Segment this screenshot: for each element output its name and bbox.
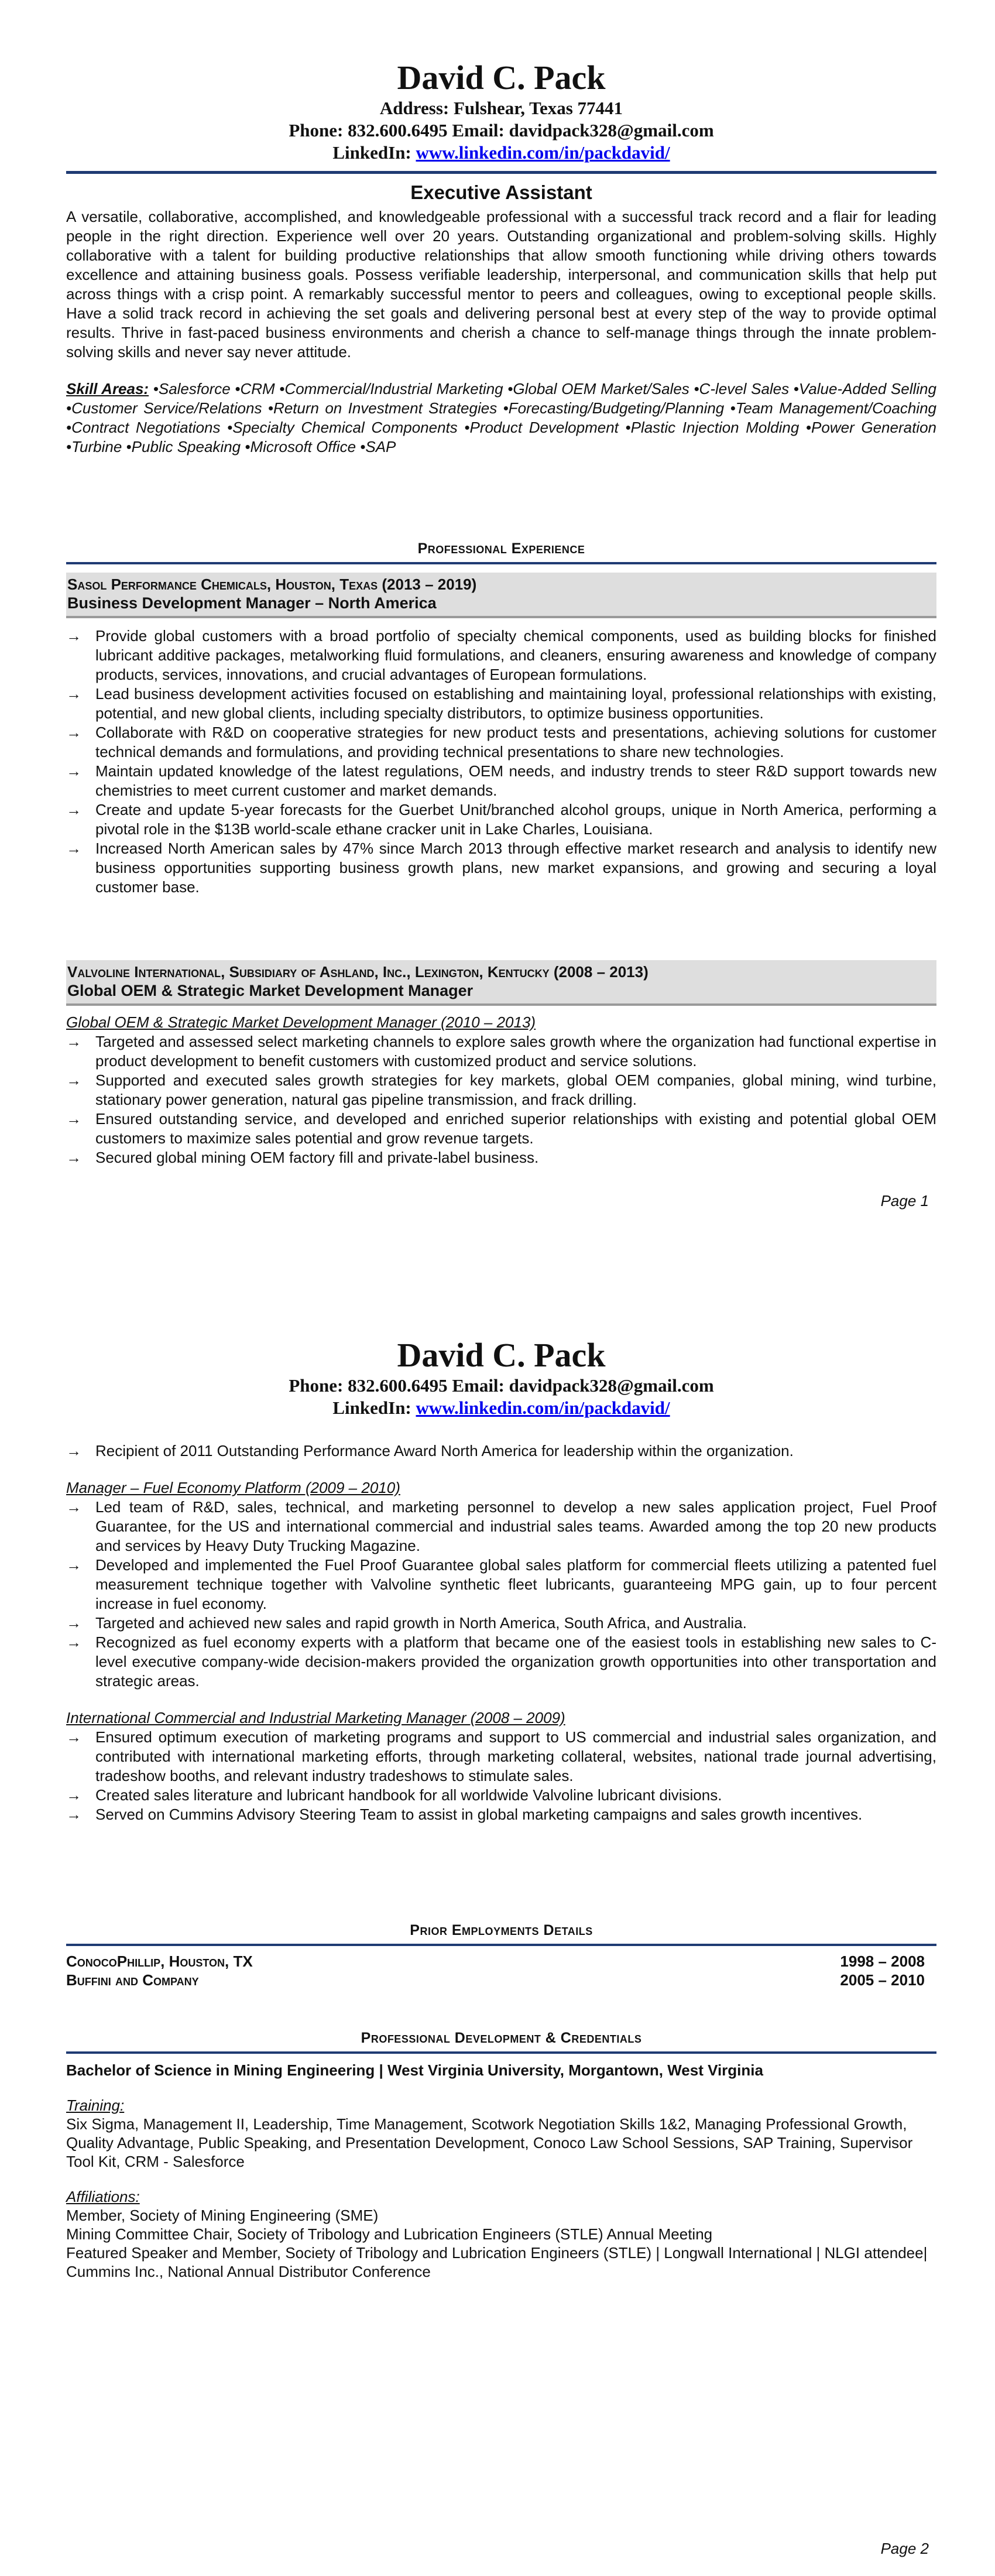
degree: Bachelor of Science in Mining Engineering | West Virginia University, Morgantown, West Virginia bbox=[66, 2061, 763, 2079]
job-header bbox=[66, 960, 936, 1006]
candidate-name: David C. Pack bbox=[397, 59, 606, 97]
linkedin-link[interactable]: www.linkedin.com/in/packdavid/ bbox=[416, 142, 670, 163]
arrow-icon: → bbox=[66, 762, 81, 780]
job-bullets bbox=[66, 626, 936, 897]
training-text: Six Sigma, Management II, Leadership, Time Management, Scotwork Negotiation Skills 1&2, Managing Professional Growth, Quality Advantage, Public Speaking, and Presentation Development, Conoco Law School Sessions, SAP Training, Supervisor Tool Kit, CRM - Salesforce bbox=[66, 2115, 913, 2170]
list-item: → Targeted and achieved new sales and rapid growth in North America, South Africa, and Australia. bbox=[66, 1614, 747, 1632]
list-item: → Create and update 5-year forecasts for the Guerbet Unit/branched alcohol groups, unique in North America, performing a pivotal role in the $13B world-scale ethane cracker unit in Lake Charles, Louisiana. bbox=[66, 801, 936, 838]
list-item: → Recipient of 2011 Outstanding Performance Award North America for leadership within the organization. bbox=[66, 1442, 794, 1460]
job-valvoline bbox=[66, 960, 936, 1167]
list-item: Member, Society of Mining Engineering (SME) bbox=[66, 2207, 379, 2224]
experience-heading-block bbox=[66, 539, 936, 564]
list-item: → Secured global mining OEM factory fill and private-label business. bbox=[66, 1149, 539, 1166]
list-item: → Increased North American sales by 47% since March 2013 through effective market research and analysis to identify new business opportunities supporting business growth plans, new market expansions, and growing and securing a loyal customer base. bbox=[66, 840, 936, 896]
linkedin-label: LinkedIn: bbox=[332, 1397, 416, 1418]
phone-email-line: Phone: 832.600.6495 Email: davidpack328@gmail.com bbox=[289, 1375, 714, 1396]
arrow-icon: → bbox=[66, 840, 81, 857]
experience-heading: Professional Experience bbox=[417, 540, 585, 557]
page-2 bbox=[0, 1288, 995, 2576]
linkedin-label: LinkedIn: bbox=[332, 142, 416, 163]
arrow-icon: → bbox=[66, 1110, 81, 1128]
list-item: → Lead business development activities focused on establishing and maintaining loyal, professional relationships with existing, potential, and new global clients, including specialty distributors, to optimize business opportunities. bbox=[66, 685, 936, 722]
list-item: → Developed and implemented the Fuel Proof Guarantee global sales platform for commercial fleets utilizing a patented fuel measurement technique together with Valvoline synthetic fleet lubricants, guaranteeing MPG gain, up to four percent increase in fuel economy. bbox=[66, 1556, 936, 1612]
list-item: → Led team of R&D, sales, technical, and marketing personnel to develop a new sales application project, Fuel Proof Guarantee, for the US and international commercial and industrial sales teams. Awarded among the top 20 new products and services by Heavy Duty Trucking Magazine. bbox=[66, 1498, 936, 1554]
list-item: → Maintain updated knowledge of the latest regulations, OEM needs, and industry trends to steer R&D support towards new chemistries to meet current customer and market demands. bbox=[66, 762, 936, 799]
job-header bbox=[66, 573, 936, 618]
page-number: Page 1 bbox=[880, 1192, 929, 1210]
list-item: → Supported and executed sales growth strategies for key markets, global OEM companies, global mining, wind turbine, stationary power generation, natural gas pipeline transmission, and frack drilling. bbox=[66, 1071, 936, 1108]
prior-company: Buffini and Company bbox=[66, 1971, 199, 1989]
development-section bbox=[66, 2028, 936, 2281]
job-title: Business Development Manager – North America bbox=[67, 594, 437, 612]
list-item: → Collaborate with R&D on cooperative strategies for new product tests and presentations, achieving solutions for customer technical demands and formulations, and providing technical presentations to share new technologies. bbox=[66, 724, 936, 761]
arrow-icon: → bbox=[66, 724, 81, 741]
arrow-icon: → bbox=[66, 1149, 81, 1166]
prior-divider bbox=[66, 1944, 936, 1946]
arrow-icon: → bbox=[66, 1806, 81, 1823]
summary-text: A versatile, collaborative, accomplished, and knowledgeable professional with a successful track record and a flair for leading people in the right direction. Experience well over 20 years. Outstanding organizational and problem-solving skills. Highly collaborative with a talent for building productive relationships that allow smooth functioning while driving others towards excellence and attaining business goals. Possess verifiable leadership, interpersonal, and communication skills that help put across things with a crisp point. A remarkably successful mentor to peers and colleagues, owing to exceptional people skills. Have a solid track record in achieving the set goals and delivering personal best at every step of the way to provide optimal results. Thrive in fast-paced business environments and cherish a chance to self-manage things through the innate problem-solving skills and never say never attitude. bbox=[66, 208, 936, 361]
candidate-name: David C. Pack bbox=[397, 1336, 606, 1374]
prior-company: ConocoPhillip, Houston, TX bbox=[66, 1952, 253, 1970]
arrow-icon: → bbox=[66, 1033, 81, 1050]
arrow-icon: → bbox=[66, 1728, 81, 1746]
skill-areas-list: •Salesforce •CRM •Commercial/Industrial Marketing •Global OEM Market/Sales •C-level Sales •Value-Added Selling •Customer Service/Relations •Return on Investment Strategies •Forecasting/Budgeting/Planning •Team Management/Coaching •Contract Negotiations •Specialty Chemical Components •Product Development •Plastic Injection Molding •Power Generation •Turbine •Public Speaking •Microsoft Office •SAP bbox=[66, 380, 936, 455]
job-sasol bbox=[66, 573, 936, 897]
arrow-icon: → bbox=[66, 1614, 81, 1632]
sub-role-title: Manager – Fuel Economy Platform (2009 – 2010) bbox=[66, 1479, 400, 1496]
list-item: → Provide global customers with a broad portfolio of specialty chemical components, used as building blocks for finished lubricant additive packages, metalworking fluid formulations, and cleaners, ensuring awareness and knowledge of company products, services, innovations, and crucial advantages of European formulations. bbox=[66, 627, 936, 683]
arrow-icon: → bbox=[66, 1633, 81, 1651]
list-item: → Created sales literature and lubricant handbook for all worldwide Valvoline lubricant divisions. bbox=[66, 1786, 722, 1804]
job-valvoline-continued bbox=[66, 1441, 936, 1824]
job-bullets bbox=[66, 1441, 936, 1461]
prior-employment-section bbox=[66, 1920, 936, 1989]
table-row bbox=[66, 1952, 936, 1971]
arrow-icon: → bbox=[66, 1498, 81, 1516]
page-number: Page 2 bbox=[880, 2540, 929, 2557]
skill-areas bbox=[66, 379, 936, 457]
arrow-icon: → bbox=[66, 685, 81, 703]
table-row bbox=[66, 1971, 936, 1989]
development-heading: Professional Development & Credentials bbox=[361, 2030, 642, 2046]
resume-header-repeat bbox=[66, 1336, 936, 1419]
experience-divider bbox=[66, 562, 936, 564]
list-item: → Ensured outstanding service, and developed and enriched superior relationships with existing and potential global OEM customers to maximize sales potential and grow revenue targets. bbox=[66, 1110, 936, 1147]
job-bullets bbox=[66, 1728, 936, 1824]
job-bullets bbox=[66, 1498, 936, 1691]
sub-role-title: International Commercial and Industrial Marketing Manager (2008 – 2009) bbox=[66, 1709, 565, 1727]
job-company: Valvoline International, Subsidiary of Ashland, Inc., Lexington, Kentucky (2008 – 2013) bbox=[67, 963, 649, 981]
list-item: → Ensured optimum execution of marketing programs and support to US commercial and industrial sales organization, and contributed with international marketing efforts, through marketing collateral, websites, national trade journal advertising, tradeshow booths, and relevant industry tradeshows to stimulate sales. bbox=[66, 1728, 936, 1784]
arrow-icon: → bbox=[66, 1442, 81, 1460]
list-item: → Targeted and assessed select marketing channels to explore sales growth where the organization had functional expertise in product development to benefit customers with customized product and service solutions. bbox=[66, 1033, 936, 1070]
prior-heading: Prior Employments Details bbox=[410, 1922, 593, 1938]
summary-section bbox=[66, 180, 936, 457]
linkedin-line bbox=[66, 142, 936, 164]
summary-title: Executive Assistant bbox=[410, 181, 592, 203]
resume-header bbox=[66, 59, 936, 164]
arrow-icon: → bbox=[66, 1071, 81, 1089]
job-bullets bbox=[66, 1032, 936, 1167]
linkedin-line bbox=[66, 1397, 936, 1419]
arrow-icon: → bbox=[66, 627, 81, 645]
prior-years: 2005 – 2010 bbox=[840, 1971, 925, 1989]
list-item: Mining Committee Chair, Society of Tribology and Lubrication Engineers (STLE) Annual Meeting bbox=[66, 2225, 713, 2243]
phone-email-line: Phone: 832.600.6495 Email: davidpack328@gmail.com bbox=[289, 120, 714, 141]
header-divider bbox=[66, 171, 936, 174]
affiliations-label: Affiliations: bbox=[66, 2188, 140, 2205]
address-line: Address: Fulshear, Texas 77441 bbox=[379, 98, 623, 118]
sub-role-title: Global OEM & Strategic Market Development Manager (2010 – 2013) bbox=[66, 1013, 536, 1031]
skill-areas-label: Skill Areas: bbox=[66, 380, 149, 398]
prior-years: 1998 – 2008 bbox=[840, 1952, 925, 1970]
arrow-icon: → bbox=[66, 1786, 81, 1804]
job-company: Sasol Performance Chemicals, Houston, Texas (2013 – 2019) bbox=[67, 576, 477, 593]
training-label: Training: bbox=[66, 2097, 125, 2114]
arrow-icon: → bbox=[66, 1556, 81, 1574]
list-item: Featured Speaker and Member, Society of Tribology and Lubrication Engineers (STLE) | Longwall International | NLGI attendee| Cummins Inc., National Annual Distributor Conference bbox=[66, 2244, 928, 2280]
list-item: → Recognized as fuel economy experts with a platform that became one of the easiest tools in establishing new sales to C-level executive company-wide decision-makers provided the organization growth opportunities into other transportation and strategic areas. bbox=[66, 1633, 936, 1690]
development-divider bbox=[66, 2051, 936, 2054]
linkedin-link[interactable]: www.linkedin.com/in/packdavid/ bbox=[416, 1397, 670, 1418]
arrow-icon: → bbox=[66, 801, 81, 818]
list-item: → Served on Cummins Advisory Steering Team to assist in global marketing campaigns and sales growth incentives. bbox=[66, 1806, 863, 1823]
job-title: Global OEM & Strategic Market Development Manager bbox=[67, 982, 474, 999]
